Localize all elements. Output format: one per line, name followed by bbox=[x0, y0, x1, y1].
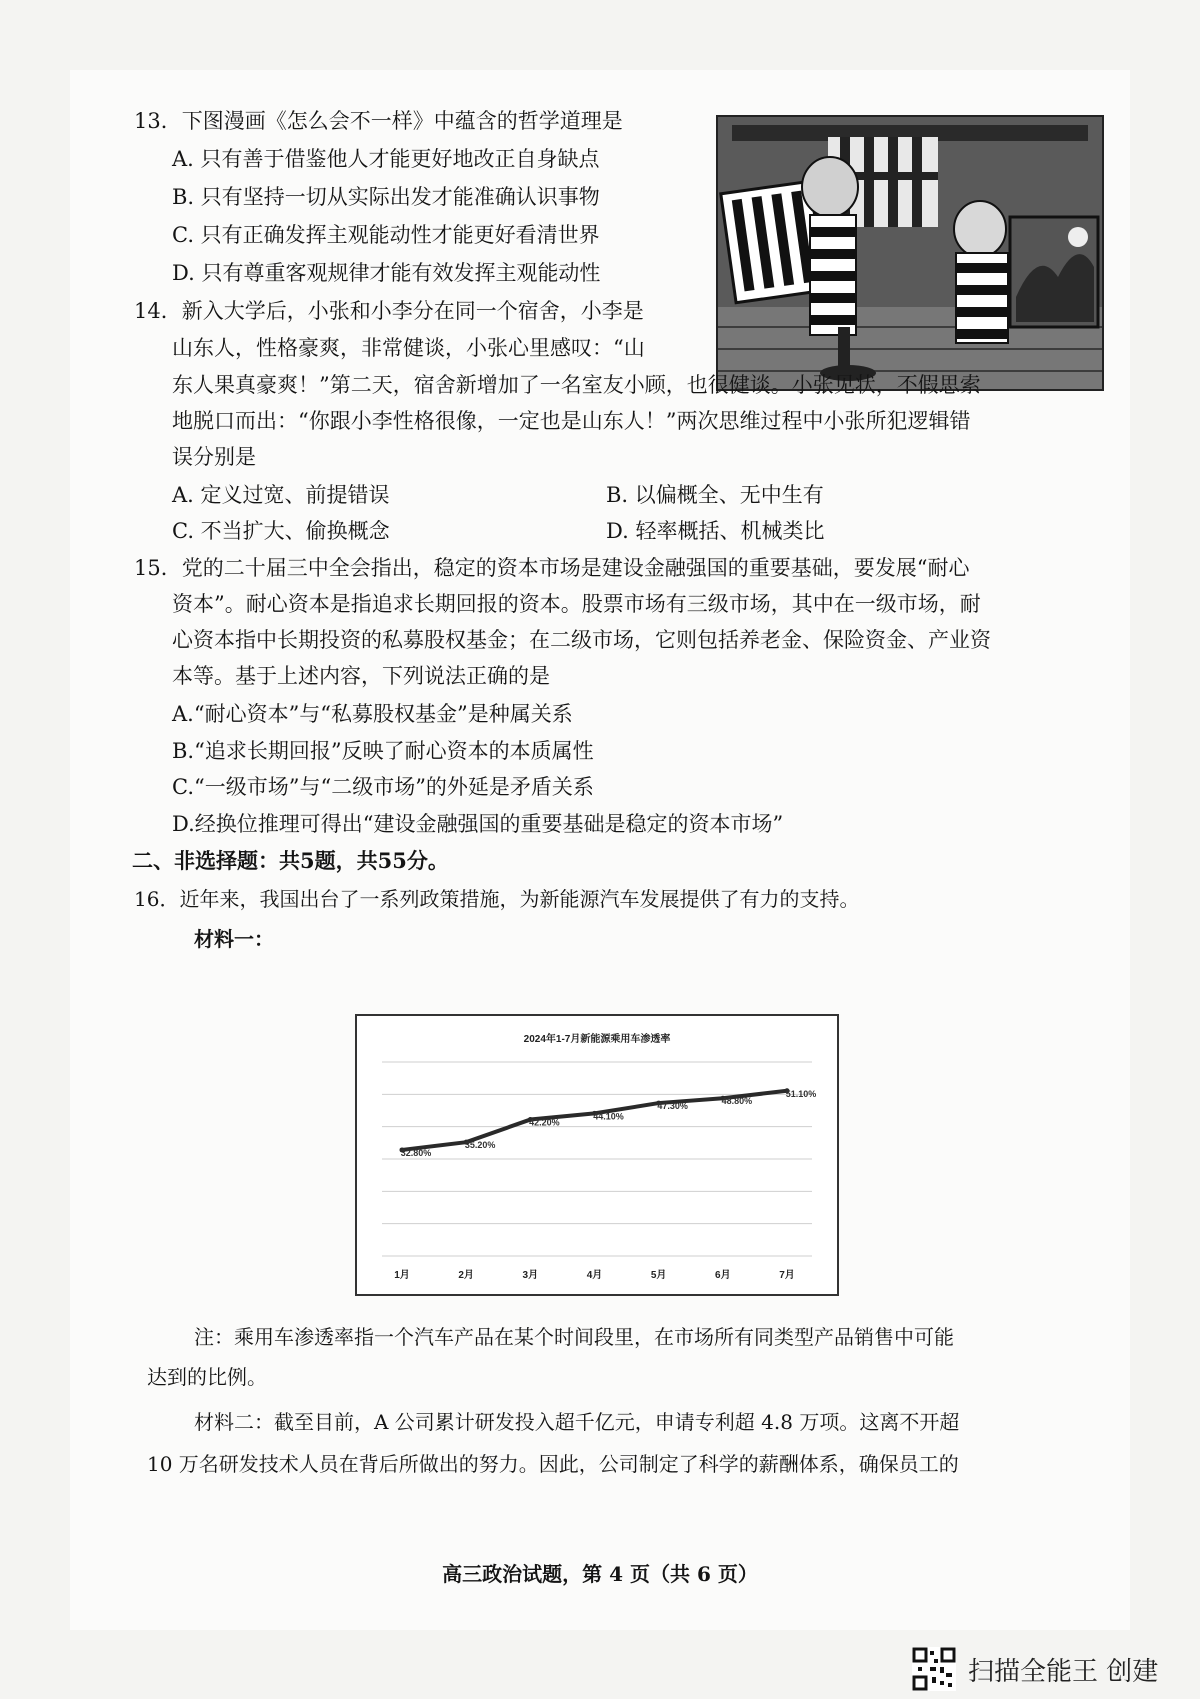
cartoon-image bbox=[716, 115, 1104, 391]
scanner-watermark bbox=[912, 1645, 1158, 1693]
chart-data-label: 51.10% bbox=[785, 1088, 817, 1099]
chart-svg bbox=[357, 1016, 837, 1294]
q13-option-c: C. 只有正确发挥主观能动性才能更好看清世界 bbox=[172, 223, 600, 247]
chart-x-tick-label: 4月 bbox=[586, 1270, 603, 1281]
chart-x-tick-label: 5月 bbox=[650, 1270, 667, 1281]
q15-option-c: C.“一级市场”与“二级市场”的外延是矛盾关系 bbox=[172, 775, 594, 799]
q15-line-1: 15．党的二十届三中全会指出，稳定的资本市场是建设金融强国的重要基础，要发展“耐心 bbox=[134, 556, 970, 580]
chart-x-tick-label: 2月 bbox=[458, 1270, 474, 1281]
q14-line-2: 山东人，性格豪爽，非常健谈，小张心里感叹：“山 bbox=[172, 336, 645, 360]
q14-option-c: C. 不当扩大、偷换概念 bbox=[172, 519, 390, 543]
chart-data-label: 35.20% bbox=[464, 1140, 496, 1151]
q13-stem: 13．下图漫画《怎么会不一样》中蕴含的哲学道理是 bbox=[134, 109, 623, 133]
section-2-heading: 二、非选择题：共5题，共55分。 bbox=[132, 848, 449, 873]
chart-x-tick-label: 7月 bbox=[779, 1270, 795, 1281]
chart-x-tick-label: 3月 bbox=[522, 1270, 539, 1281]
qr-code-icon bbox=[912, 1647, 956, 1691]
note-line-2: 达到的比例。 bbox=[147, 1365, 267, 1389]
chart-data-label: 32.80% bbox=[400, 1147, 432, 1158]
chart-data-label: 47.30% bbox=[657, 1101, 688, 1112]
material-2-line-1: 材料二：截至目前，A 公司累计研发投入超千亿元，申请专利超 4.8 万项。这离不开超 bbox=[194, 1410, 960, 1434]
q15-option-d: D.经换位推理可得出“建设金融强国的重要基础是稳定的资本市场” bbox=[172, 812, 784, 836]
penetration-chart bbox=[355, 1014, 839, 1296]
chart-x-tick-label: 6月 bbox=[715, 1270, 731, 1281]
q15-line-4: 本等。基于上述内容，下列说法正确的是 bbox=[172, 664, 550, 688]
material-2-line-2: 10 万名研发技术人员在背后所做出的努力。因此，公司制定了科学的薪酬体系，确保员工的 bbox=[147, 1452, 959, 1476]
q14-line-3: 东人果真豪爽！”第二天，宿舍新增加了一名室友小顾，也很健谈。小张见状，不假思索 bbox=[172, 373, 981, 397]
q14-option-d: D. 轻率概括、机械类比 bbox=[606, 519, 825, 543]
scanner-text: 扫描全能王 创建 bbox=[968, 1656, 1159, 1687]
page-footer: 高三政治试题，第 4 页（共 6 页） bbox=[442, 1562, 758, 1586]
q15-line-3: 心资本指中长期投资的私募股权基金；在二级市场，它则包括养老金、保险资金、产业资 bbox=[172, 628, 991, 652]
chart-data-label: 44.10% bbox=[593, 1111, 624, 1122]
q14-line-1: 14．新入大学后，小张和小李分在同一个宿舍，小李是 bbox=[134, 299, 644, 323]
q15-line-2: 资本”。耐心资本是指追求长期回报的资本。股票市场有三级市场，其中在一级市场，耐 bbox=[172, 592, 981, 616]
chart-x-tick-label: 1月 bbox=[394, 1270, 410, 1281]
q13-option-d: D. 只有尊重客观规律才能有效发挥主观能动性 bbox=[172, 261, 601, 285]
q15-option-b: B.“追求长期回报”反映了耐心资本的本质属性 bbox=[172, 739, 594, 763]
q14-option-a: A. 定义过宽、前提错误 bbox=[172, 483, 390, 507]
chart-title: 2024年1-7月新能源乘用车渗透率 bbox=[523, 1034, 671, 1045]
q14-line-4: 地脱口而出：“你跟小李性格很像，一定也是山东人！”两次思维过程中小张所犯逻辑错 bbox=[172, 409, 971, 433]
q13-option-b: B. 只有坚持一切从实际出发才能准确认识事物 bbox=[172, 185, 600, 209]
material-1-label: 材料一： bbox=[194, 927, 274, 951]
q13-option-a: A. 只有善于借鉴他人才能更好地改正自身缺点 bbox=[172, 147, 600, 171]
chart-data-label: 42.20% bbox=[529, 1117, 560, 1128]
q16-stem: 16．近年来，我国出台了一系列政策措施，为新能源汽车发展提供了有力的支持。 bbox=[134, 887, 860, 911]
q15-option-a: A.“耐心资本”与“私募股权基金”是种属关系 bbox=[172, 702, 573, 726]
q14-line-5: 误分别是 bbox=[172, 445, 256, 469]
note-line-1: 注：乘用车渗透率指一个汽车产品在某个时间段里，在市场所有同类型产品销售中可能 bbox=[194, 1325, 954, 1349]
chart-data-label: 48.80% bbox=[721, 1096, 753, 1107]
q14-option-b: B. 以偏概全、无中生有 bbox=[606, 483, 824, 507]
